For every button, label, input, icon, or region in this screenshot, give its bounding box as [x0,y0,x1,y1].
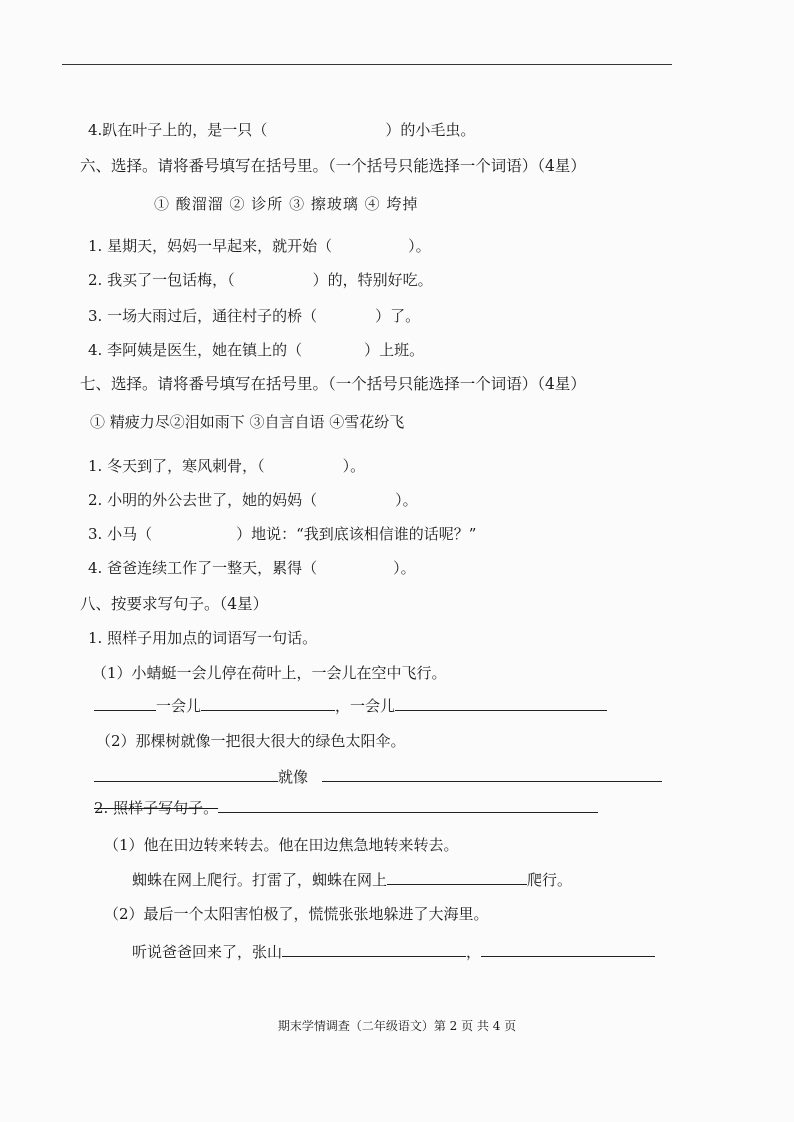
fill-text: 一会儿 [156,697,202,715]
page-footer: 期末学情调查（二年级语文）第 2 页 共 4 页 [277,1019,517,1033]
answer-blank[interactable] [395,694,607,711]
example-1: （1）小蜻蜓一会儿停在荷叶上，一会儿在空中飞行。 [92,664,447,682]
question-text: 1. 星期天，妈妈一早起来，就开始（ [88,237,333,255]
fill-text: 听说爸爸回来了，张山 [132,943,283,961]
question-text: ）地说：“我到底该相信谁的话呢？” [236,525,477,543]
part-2-label: 2. 照样子写句子。 [94,799,219,817]
question-text: 2. 我买了一包话梅，（ [88,271,235,289]
example-4: （2）最后一个太阳害怕极了，慌慌张张地躲进了大海里。 [104,905,489,923]
question-text: ）。 [395,491,418,509]
question-text: 2. 小明的外公去世了，她的妈妈（ [88,491,318,509]
section-7-options: ① 精疲力尽②泪如雨下 ③自言自语 ④雪花纷飞 [90,413,405,431]
answer-blank[interactable] [481,940,655,957]
section-6-item-4 [88,340,424,360]
section-7-title: 七、选择。请将番号填写在括号里。（一个括号只能选择一个词语）（4星） [80,375,586,393]
question-text: ）上班。 [364,341,425,359]
section-6-options: ① 酸溜溜 ② 诊所 ③ 擦玻璃 ④ 垮掉 [154,195,419,213]
answer-blank[interactable] [94,765,278,782]
section-8-title: 八、按要求写句子。（4星） [80,595,269,613]
question-text: ）。 [408,237,431,255]
question-text: 1. 冬天到了，寒风刺骨，（ [88,457,265,475]
section-8-part-2 [94,798,598,818]
section-6-item-2 [88,270,433,290]
question-text: ）。 [342,457,366,475]
answer-blank[interactable] [94,694,156,711]
answer-blank[interactable] [282,940,466,957]
fill-text: 爬行。 [527,871,573,889]
fill-line-4 [132,940,655,962]
section-6-item-3 [88,306,420,326]
question-text: ）。 [393,559,416,577]
fill-line-2 [94,765,662,787]
question-text: 4.趴在叶子上的，是一只（ [88,121,268,139]
fill-line-3 [132,868,572,890]
question-text: 4. 李阿姨是医生，她在镇上的（ [88,341,303,359]
fill-text: 蜘蛛在网上爬行。打雷了，蜘蛛在网上 [132,871,388,889]
question-text: ）的小毛虫。 [385,121,476,139]
fill-text: ，一会儿 [335,697,396,715]
fill-line-1 [94,694,607,716]
section-7-item-1 [88,456,365,476]
question-text: ）的，特别好吃。 [312,271,433,289]
fill-text: 就像 [278,768,309,786]
section-7-item-3 [88,524,476,544]
example-3: （1）他在田边转来转去。他在田边焦急地转来转去。 [104,836,459,854]
section-7-item-2 [88,490,418,510]
section-8-part-1: 1. 照样子用加点的词语写一句话。 [88,629,318,647]
question-text: ）了。 [375,307,421,325]
section-6-item-1 [88,236,431,256]
answer-blank[interactable] [218,802,598,813]
section-6-title: 六、选择。请将番号填写在括号里。（一个括号只能选择一个词语）（4星） [80,157,586,175]
answer-blank[interactable] [322,765,662,782]
question-text: 3. 小马（ [88,525,153,543]
section-7-item-4 [88,558,416,578]
question-text: 3. 一场大雨过后，通往村子的桥（ [88,307,318,325]
question-5-4 [88,120,475,140]
top-rule [62,64,672,65]
answer-blank[interactable] [201,694,335,711]
question-text: 4. 爸爸连续工作了一整天，累得（ [88,559,318,577]
answer-blank[interactable] [387,868,527,885]
fill-text: ， [466,943,482,961]
example-2: （2）那棵树就像一把很大很大的绿色太阳伞。 [96,732,406,750]
